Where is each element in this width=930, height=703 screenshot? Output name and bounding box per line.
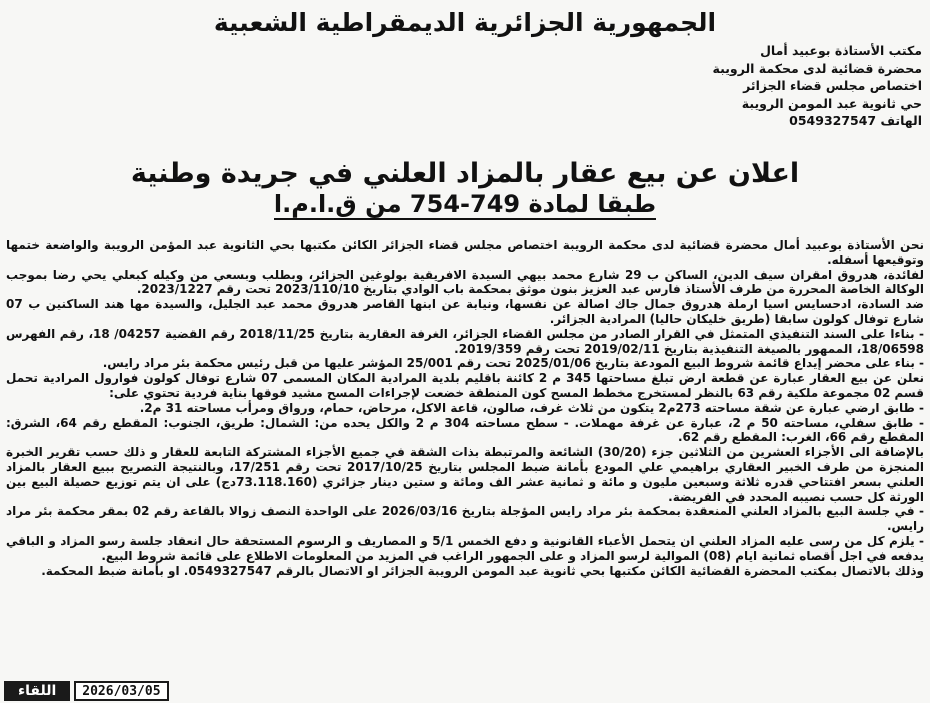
- office-line: حي ثانوية عبد المومن الرويبة: [741, 95, 922, 111]
- notice-legal-basis: طبقا لمادة 749-754 من ق.ا.م.ا: [273, 190, 657, 218]
- paragraph-property: نعلن عن بيع العقار عبارة عن قطعة ارض تبلغ مساحتها 345 م 2 كائنة باقليم بلدية المرادية المكان المسمى 07 شارع توفال كولون فوارول المرادية تحمل قسم 02 مجموعة ملكية رقم 63 بالنظر لمستخرج مخطط المسح كون المنطقة خضعت لإجراءات المسح مشيد فوقها بناية فردية تحتوي على:: [6, 371, 924, 400]
- office-phone: الهاتف 0549327547: [789, 113, 922, 128]
- paragraph-contact: وذلك بالاتصال بمكتب المحضرة القضائية الكائن مكتبها بحي ثانوية عبد المومن الرويبة الجزائر او الاتصال بالرقم 0549327547. او بأمانة ضبط المحكمة.: [41, 563, 924, 578]
- publication-date: 2026/03/05: [74, 681, 168, 701]
- paragraph-enforcement-title: - بناءا على السند التنفيذي المتمثل في القرار الصادر من مجلس القضاء الجزائر، الغرفة العقارية بتاريخ 2018/11/25 رقم القضية 04257/ 18، رقم الفهرس 18/06598، الممهور بالصيغة التنفيذية بتاريخ 2019/02/11 تحت رقم 2019/359.: [6, 326, 925, 356]
- office-line: محضرة قضائية لدى محكمة الرويبة: [712, 60, 922, 76]
- notice-title-block: [0, 158, 930, 220]
- office-line: مكتب الأستاذة بوعبيد أمال: [760, 43, 922, 58]
- paragraph-beneficiary: لفائدة، هدروق امقران سيف الدين، الساكن ب 29 شارع محمد بيهي السيدة الافريقية بولوغين الجزائر، وبطلب وبسعي من وكيله كبعلي يحي رضا بموجب الوكالة الخاصة المحررة من طرف الأستاذ فارس عبد العزيز بنون موثق بمحكمة باب الوادي بتاريخ 2023/110/10 تحت رقم 2023/1227.: [6, 267, 924, 297]
- paragraph-bailiff-intro: نحن الأستاذة بوعبيد أمال محضرة قضائية لدى محكمة الرويبة اختصاص مجلس قضاء الجزائر الكائن مكتبها بحي الثانوية عبد المؤمن الرويبة والواضعة ختمها وتوقيعها أسفله.: [6, 238, 924, 267]
- bailiff-office-block: [602, 42, 922, 130]
- paragraph-auction-session: - في جلسة البيع بالمزاد العلني المنعقدة بمحكمة بئر مراد رايس المؤجلة بتاريخ 2026/03/16 على الواحدة النصف زوالا بالقاعة رقم 02 بمقر محكمة بئر مراد رايس.: [6, 504, 924, 534]
- paragraph-conditions-deposit: - بناء على محضر إيداع قائمة شروط البيع المودعة بتاريخ 2025/01/06 تحت رقم 25/001 المؤشر عليها من قبل رئيس محكمة بئر مراد رايس.: [102, 356, 924, 371]
- paragraph-ground-floor: - طابق ارضي عبارة عن شقة مساحته 273م2 يتكون من ثلاث غرف، صالون، قاعة الاكل، مرحاض، حمام، ورواق ومرأب مساحته 31 م2.: [139, 400, 924, 415]
- notice-body: [6, 238, 924, 578]
- newspaper-name: اللقاء: [4, 681, 70, 701]
- publication-footer: [4, 681, 169, 701]
- paragraph-obligations: - يلزم كل من رسى عليه المزاد العلني ان يتحمل الأعباء القانونية و دفع الخمس 5/1 و المصاريف و الرسوم المستحقة حال انعقاد جلسة رسو المزاد و الباقي يدفعه في اجل أقصاه ثمانية ايام (08) الموالية لرسو المزاد و على الجمهور الراغب في المزيد من المعلومات الاطلاع على قائمة شروط البيع.: [6, 533, 925, 563]
- office-line: اختصاص مجلس قضاء الجزائر: [743, 78, 922, 93]
- paragraph-defendants: ضد السادة، ادحسايس اسيا ارملة هدروق جمال جاك اصالة عن نفسها، ونيابة عن ابنها القاصر هدروق محمد عبد الجليل، والسيدة مها هند الساكنين ب 07 شارع توفال كولون سابقا (طريق خليكان حاليا) المرادية الجزائر.: [6, 297, 924, 326]
- paragraph-basement: - طابق سفلي، مساحته 50 م 2، عبارة عن غرفة مهملات. - سطح مساحته 304 م 2 والكل يحده من: الشمال: طريق، الجنوب: المقطع رقم 64، الشرق: المقطع رقم 66، الغرب: المقطع رقم 62.: [6, 415, 925, 445]
- notice-title: اعلان عن بيع عقار بالمزاد العلني في جريدة وطنية: [130, 158, 800, 189]
- paragraph-shares-price: بالإضافة الى الأجزاء العشرين من الثلاثين جزء (30/20) الشائعة والمرتبطة بذات الشقة في جميع الأجزاء المشتركة التابعة للعقار و ذلك حسب تقرير الخبرة المنجزة من طرف الخبير العقاري براهيمي علي المودع بأمانة ضبط المجلس بتاريخ 2017/10/25 تحت رقم 17/251، وبالنتيجة التصريح ببيع العقار بالمزاد العلني بسعر افتتاحي قدره ثلاثة وسبعين مليون و مائة و ثمانية عشر الف ومائة و ستين دينار جزائري (73.118.160دج) على ان يتم توزيع حصيلة البيع بين الورثة كل حسب نصيبه المحدد في الفريضة.: [6, 445, 924, 504]
- republic-heading: الجمهورية الجزائرية الديمقراطية الشعبية: [213, 8, 717, 37]
